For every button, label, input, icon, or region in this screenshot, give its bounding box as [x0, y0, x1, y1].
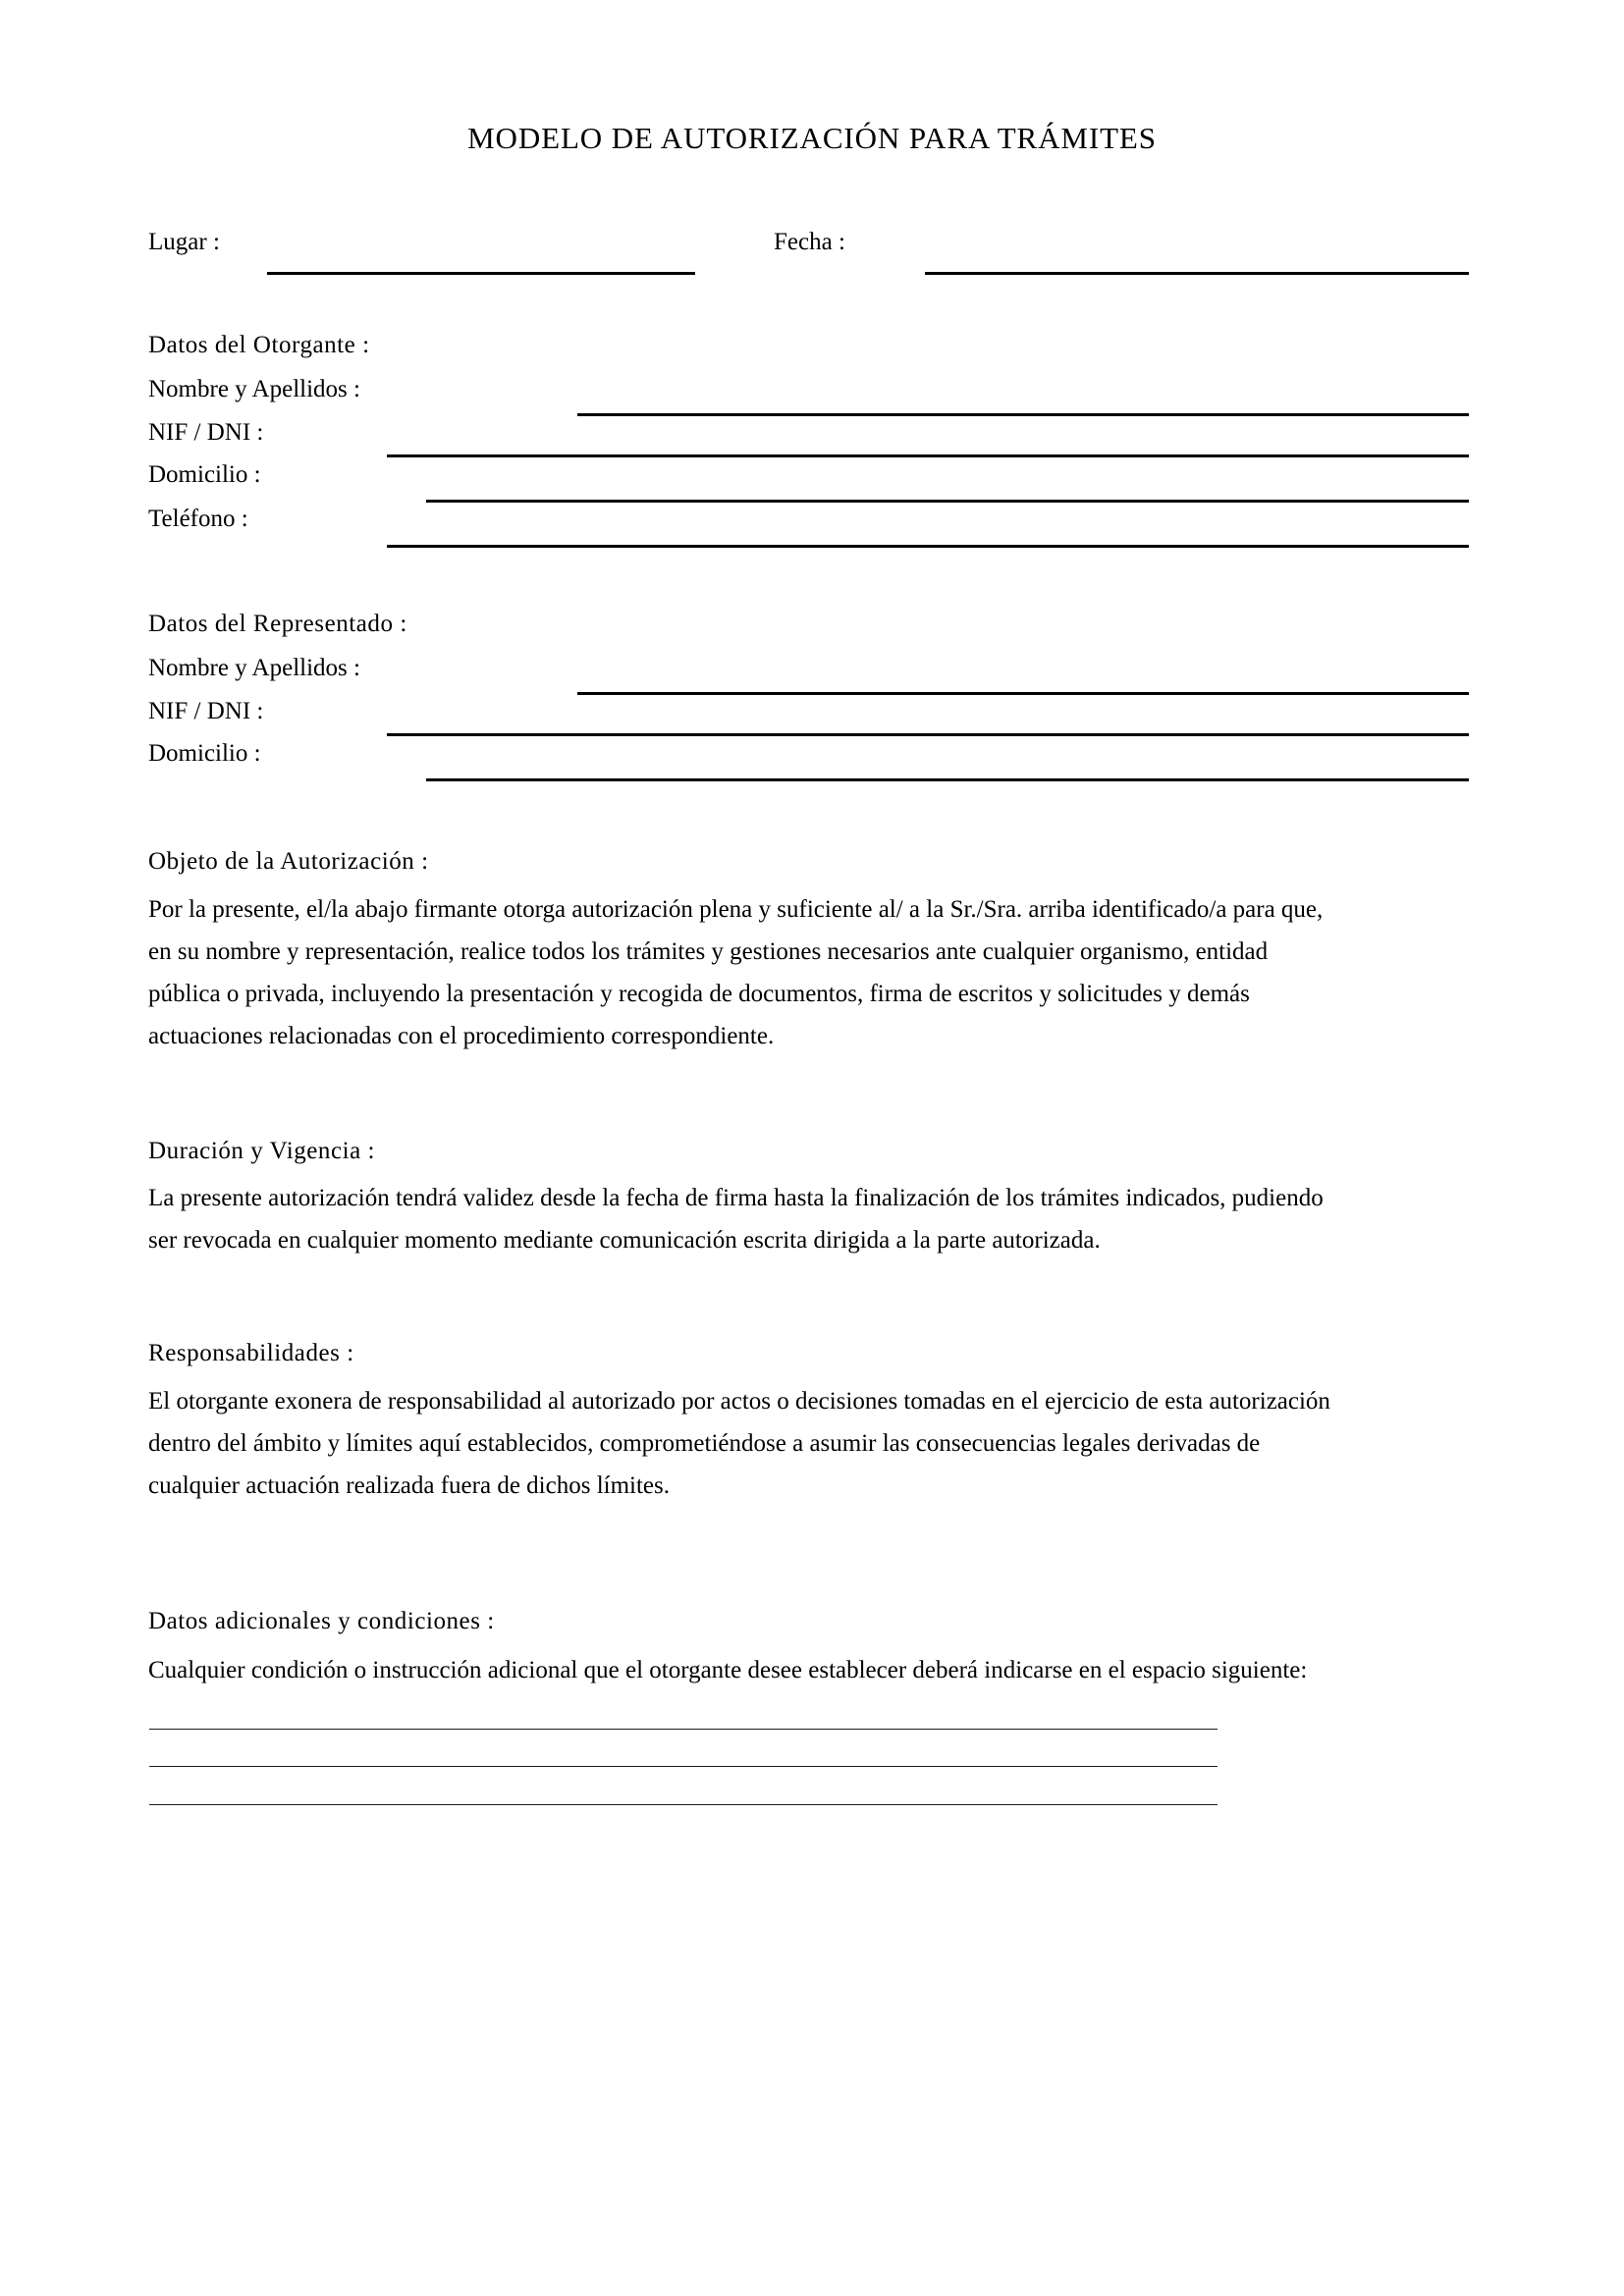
datos-adicionales-blank-line-1[interactable]: [149, 1729, 1218, 1730]
otorgante-nombre-label: Nombre y Apellidos :: [148, 376, 360, 402]
lugar-label: Lugar :: [148, 229, 220, 255]
responsabilidades-body-line: El otorgante exonera de responsabilidad al autorizado por actos o decisiones tomadas en el ejercicio de esta autorización: [148, 1388, 1330, 1415]
objeto-body-line: actuaciones relacionadas con el procedimiento correspondiente.: [148, 1023, 775, 1049]
otorgante-nif-input-line[interactable]: [387, 454, 1469, 457]
objeto-body-line: en su nombre y representación, realice todos los trámites y gestiones necesarios ante cualquier organismo, entidad: [148, 938, 1269, 965]
otorgante-domicilio-label: Domicilio :: [148, 461, 261, 488]
responsabilidades-body: [148, 1380, 1474, 1507]
objeto-body-line: pública o privada, incluyendo la presentación y recogida de documentos, firma de escritos y solicitudes y demás: [148, 981, 1250, 1007]
representado-nif-label: NIF / DNI :: [148, 698, 264, 724]
otorgante-telefono-input-line[interactable]: [387, 545, 1469, 548]
objeto-body: [148, 888, 1474, 1057]
otorgante-domicilio-input-line[interactable]: [426, 500, 1469, 503]
objeto-body-line: Por la presente, el/la abajo firmante otorga autorización plena y suficiente al/ a la Sr./Sra. arriba identificado/a para que,: [148, 896, 1324, 923]
lugar-input-line[interactable]: [267, 272, 695, 275]
responsabilidades-body-line: dentro del ámbito y límites aquí establecidos, comprometiéndose a asumir las consecuencias legales derivadas de: [148, 1430, 1261, 1457]
responsabilidades-body-line: cualquier actuación realizada fuera de dichos límites.: [148, 1472, 670, 1499]
representado-nombre-label: Nombre y Apellidos :: [148, 655, 360, 681]
datos-adicionales-body-line: Cualquier condición o instrucción adicional que el otorgante desee establecer deberá indicarse en el espacio siguiente:: [148, 1657, 1308, 1683]
section-heading-datos-adicionales: Datos adicionales y condiciones :: [148, 1608, 495, 1634]
fecha-input-line[interactable]: [925, 272, 1469, 275]
section-heading-representado: Datos del Representado :: [148, 611, 407, 637]
datos-adicionales-body: [148, 1649, 1503, 1691]
representado-domicilio-input-line[interactable]: [426, 778, 1469, 781]
section-heading-objeto: Objeto de la Autorización :: [148, 848, 429, 875]
otorgante-nombre-input-line[interactable]: [577, 413, 1469, 416]
duracion-body-line: La presente autorización tendrá validez desde la fecha de firma hasta la finalización de los trámites indicados, pudiendo: [148, 1185, 1324, 1211]
fecha-label: Fecha :: [774, 229, 845, 255]
section-heading-duracion: Duración y Vigencia :: [148, 1138, 376, 1164]
datos-adicionales-blank-line-2[interactable]: [149, 1766, 1218, 1767]
representado-domicilio-label: Domicilio :: [148, 740, 261, 767]
section-heading-otorgante: Datos del Otorgante :: [148, 332, 370, 358]
representado-nif-input-line[interactable]: [387, 733, 1469, 736]
otorgante-nif-label: NIF / DNI :: [148, 419, 264, 446]
page-title: MODELO DE AUTORIZACIÓN PARA TRÁMITES: [467, 121, 1157, 155]
duracion-body: [148, 1177, 1474, 1261]
representado-nombre-input-line[interactable]: [577, 692, 1469, 695]
duracion-body-line: ser revocada en cualquier momento mediante comunicación escrita dirigida a la parte autorizada.: [148, 1227, 1101, 1254]
section-heading-responsabilidades: Responsabilidades :: [148, 1340, 354, 1366]
datos-adicionales-blank-line-3[interactable]: [149, 1804, 1218, 1805]
otorgante-telefono-label: Teléfono :: [148, 506, 248, 532]
